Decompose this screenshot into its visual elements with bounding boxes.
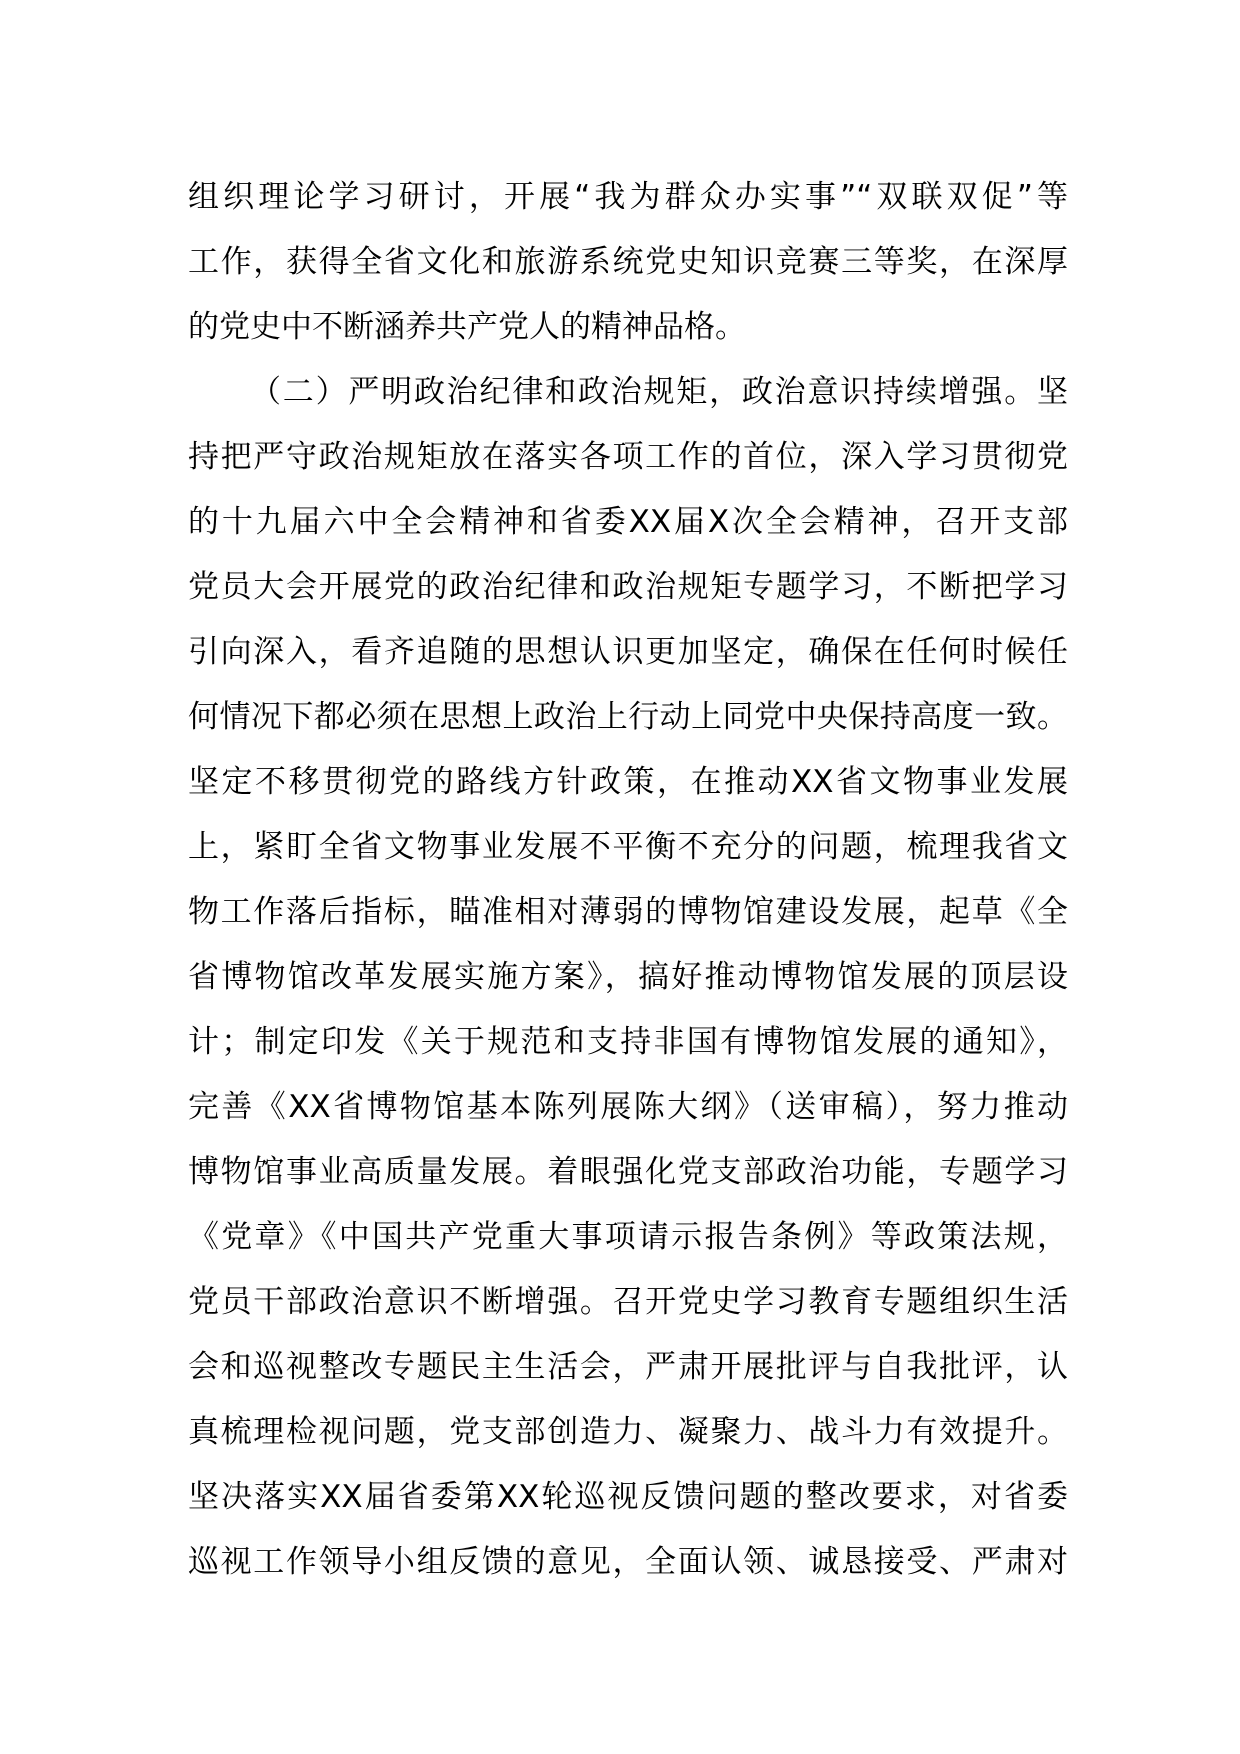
- text-line-2: 工作，获得全省文化和旅游系统党史知识竞赛三等奖，在深厚: [188, 244, 1068, 280]
- document-body: [188, 165, 1068, 1595]
- text-line-8: 引向深入，看齐追随的思想认识更加坚定，确保在任何时候任: [188, 634, 1068, 670]
- text-line-19: 会和巡视整改专题民主生活会，严肃开展批评与自我批评，认: [188, 1349, 1068, 1385]
- section-heading-line: （二）严明政治纪律和政治规矩，政治意识持续增强。坚: [250, 374, 1068, 410]
- text-line-7: 党员大会开展党的政治纪律和政治规矩专题学习，不断把学习: [188, 569, 1068, 605]
- text-line-22: 巡视工作领导小组反馈的意见，全面认领、诚恳接受、严肃对: [188, 1544, 1068, 1580]
- text-line-18: 党员干部政治意识不断增强。召开党史学习教育专题组织生活: [188, 1284, 1068, 1320]
- text-line-13: 省博物馆改革发展实施方案》，搞好推动博物馆发展的顶层设: [188, 959, 1068, 995]
- text-line-21: 坚决落实XX届省委第XX轮巡视反馈问题的整改要求，对省委: [188, 1479, 1068, 1515]
- text-line-16: 博物馆事业高质量发展。着眼强化党支部政治功能，专题学习: [188, 1154, 1068, 1190]
- text-line-3: 的党史中不断涵养共产党人的精神品格。: [188, 309, 746, 345]
- text-line-10: 坚定不移贯彻党的路线方针政策，在推动XX省文物事业发展: [188, 764, 1068, 800]
- text-line-11: 上，紧盯全省文物事业发展不平衡不充分的问题，梳理我省文: [188, 829, 1068, 865]
- text-line-5: 持把严守政治规矩放在落实各项工作的首位，深入学习贯彻党: [188, 439, 1068, 475]
- text-line-15: 完善《XX省博物馆基本陈列展陈大纲》（送审稿），努力推动: [188, 1089, 1068, 1125]
- text-line-20: 真梳理检视问题，党支部创造力、凝聚力、战斗力有效提升。: [188, 1414, 1068, 1450]
- text-line-1: 组织理论学习研讨，开展“我为群众办实事”“双联双促”等: [188, 179, 1068, 215]
- text-line-9: 何情况下都必须在思想上政治上行动上同党中央保持高度一致。: [188, 699, 1068, 735]
- text-line-6: 的十九届六中全会精神和省委XX届X次全会精神，召开支部: [188, 504, 1068, 540]
- text-line-14: 计；制定印发《关于规范和支持非国有博物馆发展的通知》，: [188, 1024, 1068, 1060]
- text-line-12: 物工作落后指标，瞄准相对薄弱的博物馆建设发展，起草《全: [188, 894, 1068, 930]
- text-line-17: 《党章》《中国共产党重大事项请示报告条例》等政策法规，: [188, 1219, 1068, 1255]
